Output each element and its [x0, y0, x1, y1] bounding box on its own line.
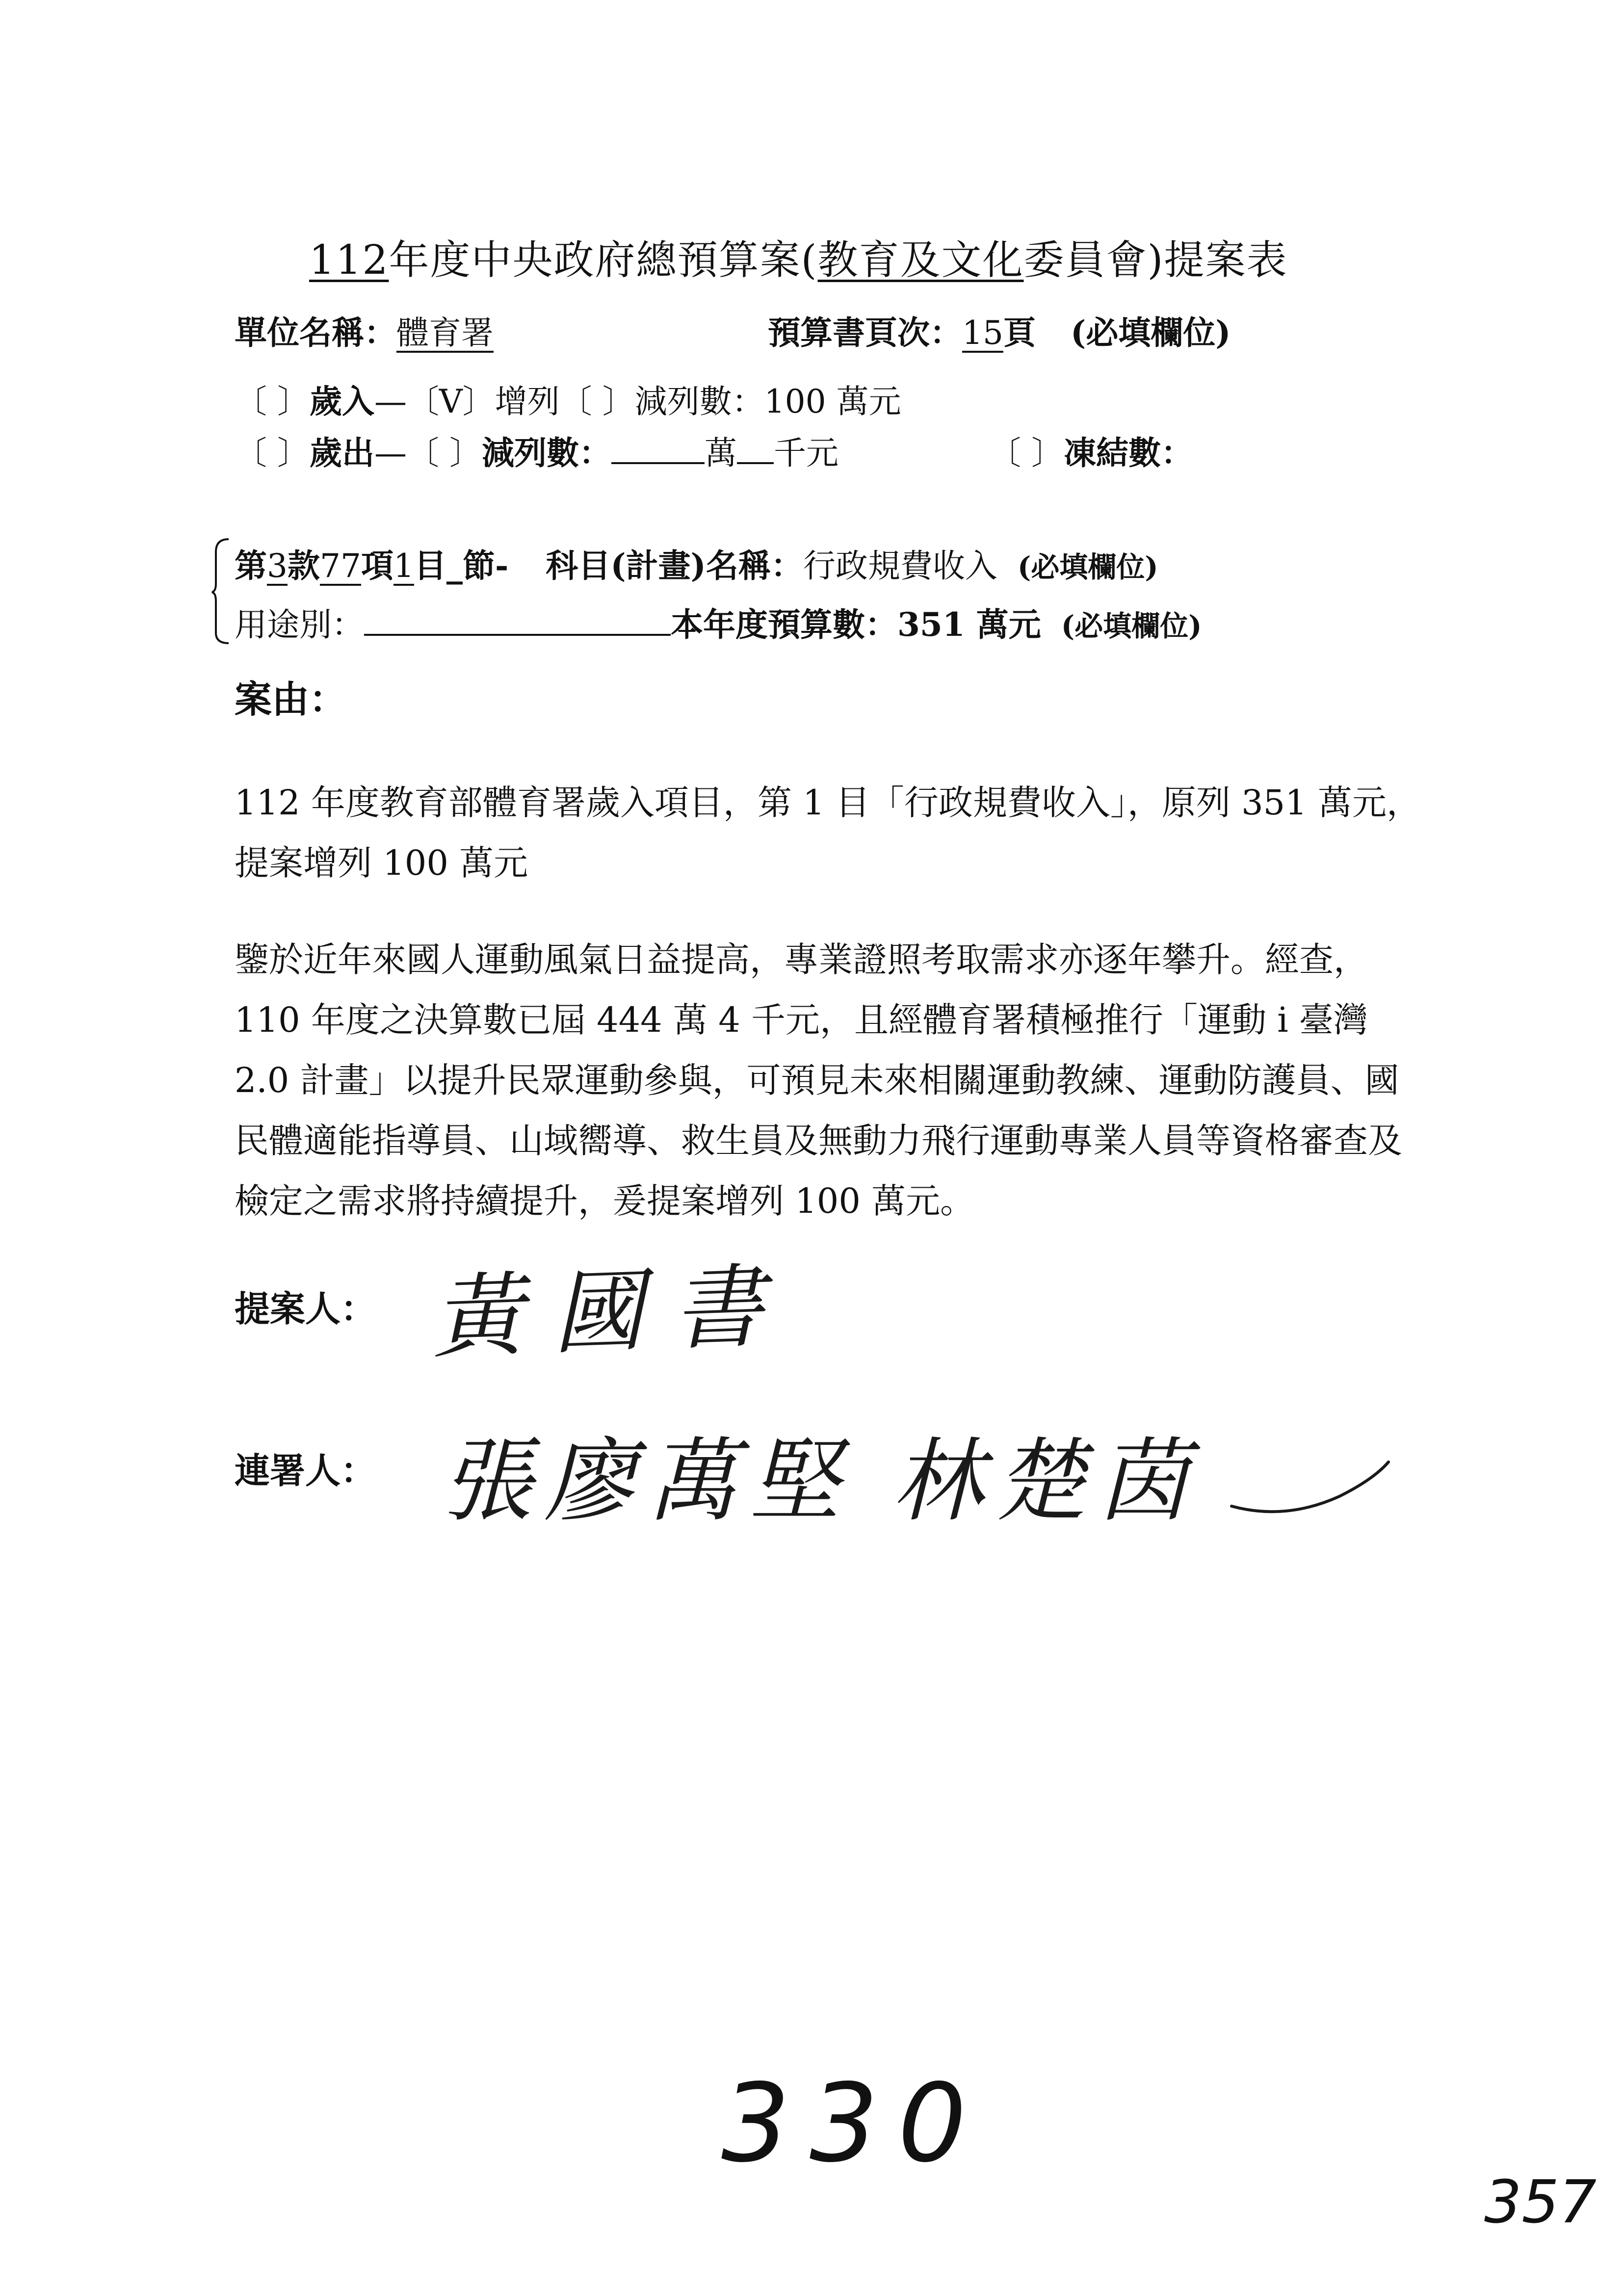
subject-name-value: 行政規費收入	[803, 547, 997, 585]
expense-qian-blank	[737, 462, 774, 464]
cosigner-label: 連署人：	[235, 1450, 376, 1491]
page-value: 15	[962, 314, 1003, 352]
paragraph-1: 112 年度教育部體育署歲入項目，第 1 目「行政規費收入」，原列 351 萬元，提案增列 100 萬元	[235, 783, 1421, 883]
title-end: 委員會)提案表	[1023, 237, 1288, 284]
expense-label: 歲出	[309, 434, 374, 472]
paragraph-2: 鑒於近年來國人運動風氣日益提高，專業證照考取需求亦逐年攀升。經查，110 年度之決算數已屆 444 萬 4 千元，且經體育署積極推行「運動 i 臺灣 2.0 計畫」以提升民眾運動參與，可預見未來相關運動教練、運動防護員、國民體適能指導員、山域嚮導、救生員及無動力飛行運動專業人員等資格審查及檢定之需求將持續提升，爰提案增列 100 萬元。	[235, 939, 1402, 1221]
subject-mu-suffix: 目	[414, 547, 446, 585]
title-year: 112	[309, 237, 389, 284]
subject-kuan: 3	[267, 547, 288, 585]
revenue-sub-text: 減列數：100 萬元	[634, 383, 901, 420]
page-label: 預算書頁次：	[768, 313, 962, 352]
page-number-center: 330	[721, 2061, 986, 2186]
brace-icon	[211, 537, 231, 645]
usage-blank	[364, 633, 671, 636]
expense-cut-label: 減列數：	[481, 434, 611, 472]
budget-label: 本年度預算數：	[671, 605, 897, 644]
subject-mu: 1	[393, 547, 414, 585]
usage-required: (必填欄位)	[1061, 609, 1202, 643]
expense-qian: 千元	[773, 434, 838, 472]
proposer-label: 提案人：	[235, 1288, 376, 1330]
proposer-signature: 黃國書	[430, 1252, 795, 1371]
subject-kuan-suffix: 款	[288, 547, 320, 585]
freeze-checkbox: 〔 〕	[989, 434, 1064, 472]
title-committee: 教育及文化	[817, 237, 1024, 284]
usage-label: 用途別：	[235, 606, 364, 644]
subject-xiang-suffix: 項	[361, 547, 393, 585]
form-title	[309, 228, 1288, 286]
signature-flourish-icon	[1227, 1452, 1393, 1521]
unit-line	[235, 307, 701, 353]
revenue-line	[235, 375, 901, 422]
subject-line	[235, 540, 1158, 586]
revenue-add-text: 增列	[495, 383, 560, 420]
subject-xiang: 77	[320, 547, 361, 585]
page-ref-line	[768, 307, 1231, 353]
freeze-label: 凍結數：	[1063, 434, 1193, 472]
expense-wan-blank	[611, 462, 705, 464]
page-suffix: 頁	[1003, 313, 1036, 352]
revenue-label: 歲入	[309, 382, 374, 420]
subject-required: (必填欄位)	[1017, 550, 1158, 584]
budget-value: 351 萬元	[897, 605, 1041, 644]
usage-line	[235, 599, 1202, 645]
expense-checkbox: 〔 〕	[235, 434, 310, 472]
title-mid: 年度中央政府總預算案(	[389, 237, 818, 284]
expense-dash: —	[374, 434, 407, 472]
subject-jie: _節-	[446, 547, 509, 585]
unit-label: 單位名稱：	[235, 313, 396, 352]
expense-cut-checkbox: 〔 〕	[406, 434, 482, 472]
revenue-sub-checkbox: 〔 〕	[559, 383, 635, 420]
revenue-checkbox: 〔 〕	[235, 383, 310, 420]
unit-value: 體育署	[396, 314, 494, 352]
page-number-corner: 357	[1484, 2168, 1597, 2237]
revenue-add-checkbox: 〔V〕	[406, 383, 495, 420]
reason-label: 案由：	[235, 678, 346, 721]
unit-required: (必填欄位)	[1070, 313, 1231, 352]
freeze-line	[989, 427, 1193, 473]
revenue-dash: —	[374, 383, 407, 420]
expense-wan: 萬	[704, 434, 737, 472]
expense-line	[235, 427, 838, 473]
cosigner-signature: 張廖萬堅 林楚茵	[442, 1428, 1200, 1534]
subject-kuan-prefix: 第	[235, 547, 267, 585]
subject-name-label: 科目(計畫)名稱：	[546, 547, 803, 585]
